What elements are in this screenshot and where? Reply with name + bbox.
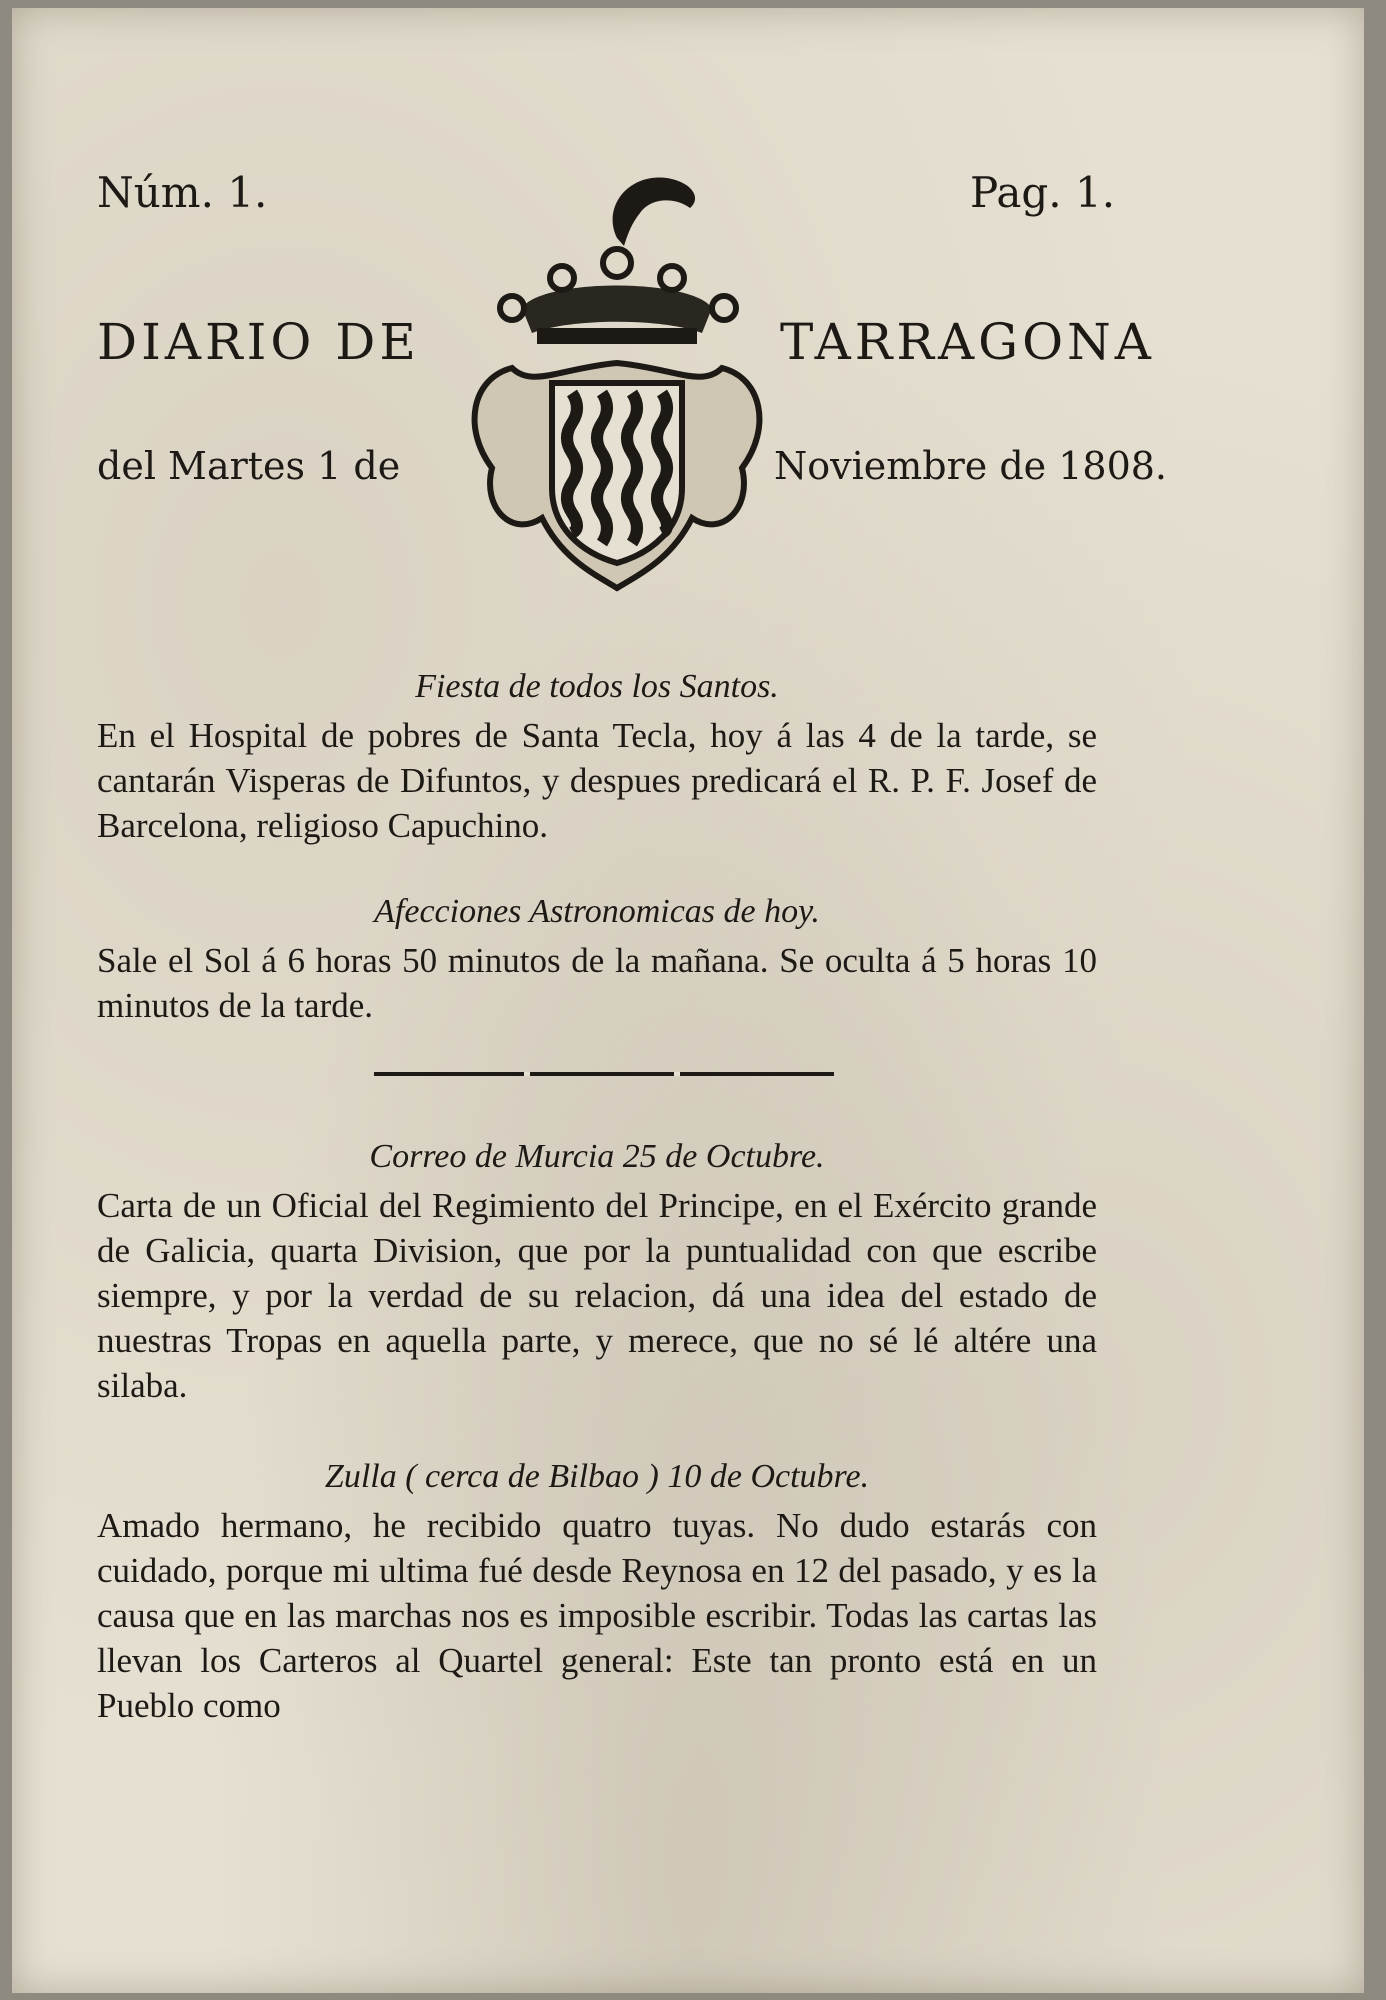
body-fiesta: En el Hospital de pobres de Santa Tecla, hoy á las 4 de la tarde, se cantarán Visperas de Difuntos, y despues predicará el R. P. F. Josef de Barcelona, religioso Capuchino. [97,716,1097,845]
heading-fiesta: Fiesta de todos los Santos. [415,668,779,705]
coat-of-arms-icon [452,168,782,598]
date-right: Noviembre de 1808. [774,444,1168,488]
heading-zulla: Zulla ( cerca de Bilbao ) 10 de Octubre. [324,1458,870,1495]
title-left: DIARIO DE [97,313,420,371]
body-astronomicas: Sale el Sol á 6 horas 50 minutos de la mañana. Se oculta á 5 horas 10 minutos de la tarde. [97,941,1097,1025]
heading-astronomicas: Afecciones Astronomicas de hoy. [374,893,820,930]
body-zulla: Amado hermano, he recibido quatro tuyas. No dudo estarás con cuidado, porque mi ultima fué desde Reynosa en 12 del pasado, y es la causa que en las marchas nos es imposible escribir. Todas las cartas las llevan los Carteros al Quartel general: Este tan pronto está en un Pueblo como [97,1506,1097,1725]
date-left: del Martes 1 de [97,444,401,488]
heading-correo: Correo de Murcia 25 de Octubre. [369,1138,825,1175]
title-right: TARRAGONA [780,313,1155,371]
newspaper-page [12,8,1364,1993]
page-number: Pag. 1. [970,168,1116,217]
body-correo: Carta de un Oficial del Regimiento del Principe, en el Exército grande de Galicia, quarta Division, que por la puntualidad con que escribe siempre, y por la verdad de su relacion, dá una idea del estado de nuestras Tropas en aquella parte, y merece, que no sé lé altére una silaba. [97,1186,1097,1405]
section-divider [374,1072,834,1076]
issue-number: Núm. 1. [97,168,268,217]
